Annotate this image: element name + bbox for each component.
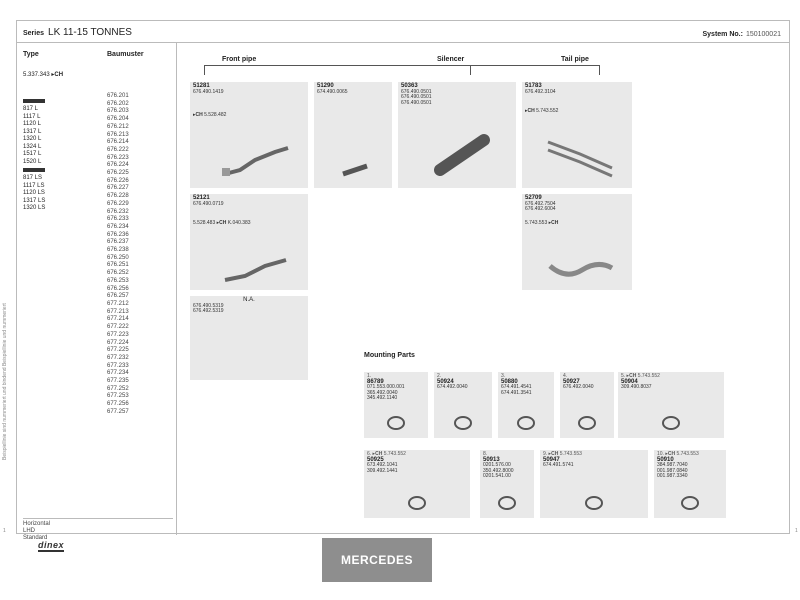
part-code: 365.492.0040	[367, 389, 398, 396]
type-first: 5.337.343 ▸CH	[23, 72, 64, 78]
baumuster-item: 677.256	[107, 401, 129, 408]
part-box-52709[interactable]: 52709 676.492.7504 676.492.6004 5.743.553 ▸CH	[522, 194, 632, 290]
part-box-na[interactable]: N.A. 676.490.5319 676.492.5319	[190, 296, 308, 380]
front-pipe-icon	[220, 142, 290, 182]
baumuster-item: 676.229	[107, 200, 129, 207]
baumuster-item: 677.233	[107, 362, 129, 369]
part-number: 50910	[657, 456, 674, 463]
type-item: 1117 LS	[23, 182, 45, 189]
brand-bar: MERCEDES	[322, 538, 432, 582]
hose-icon	[546, 256, 616, 286]
baumuster-item: 676.251	[107, 262, 129, 269]
baumuster-item: 676.257	[107, 293, 129, 300]
part-code: 674.492.0040	[437, 384, 468, 390]
baumuster-item: 677.235	[107, 378, 129, 385]
fitting-icon	[384, 414, 408, 432]
part-code: 673.492.1041	[367, 462, 398, 468]
baumuster-item: 677.232	[107, 354, 129, 361]
fitting-icon	[495, 494, 519, 512]
series-value: LK 11-15 TONNES	[48, 27, 132, 38]
part-number: 50924	[437, 378, 454, 385]
type-item: 1324 L	[23, 143, 42, 150]
part-code: 309.492.1441	[367, 467, 398, 474]
fitting-icon	[575, 414, 599, 432]
baumuster-item: 676.212	[107, 123, 129, 130]
baumuster-item: 676.224	[107, 162, 129, 169]
legend-item: Horizontal	[23, 521, 51, 527]
silencer-icon	[432, 132, 492, 176]
mounting-number: 1.	[367, 373, 372, 379]
baumuster-item: 676.237	[107, 239, 129, 246]
type-item: 1320 LS	[23, 205, 46, 212]
baumuster-item: 677.214	[107, 316, 129, 323]
baumuster-header: Baumuster	[107, 51, 144, 58]
baumuster-item: 676.228	[107, 193, 129, 200]
group-line	[204, 65, 599, 66]
baumuster-item: 676.233	[107, 216, 129, 223]
part-code: 001.987.0840	[657, 467, 688, 474]
baumuster-item: 676.250	[107, 254, 129, 261]
mounting-number: 10. ▸CH 5.743.553	[657, 451, 699, 457]
part-code: 071.553.000.001	[367, 384, 405, 390]
front-pipe-icon	[220, 252, 290, 288]
legend-item: LHD	[23, 528, 36, 534]
baumuster-item: 676.204	[107, 116, 129, 123]
baumuster-item: 676.256	[107, 285, 129, 292]
mounting-part-50880[interactable]	[498, 372, 554, 438]
baumuster-item: 676.238	[107, 247, 129, 254]
baumuster-item: 676.232	[107, 208, 129, 215]
baumuster-item: 677.224	[107, 339, 129, 346]
type-column	[17, 43, 177, 541]
type-item: 1320 L	[23, 136, 42, 143]
part-number: 50927	[563, 378, 580, 385]
mounting-part-50927[interactable]	[560, 372, 614, 438]
sheet-header	[17, 21, 789, 43]
fitting-icon	[451, 414, 475, 432]
baumuster-item: 677.252	[107, 385, 129, 392]
clamp-icon	[340, 160, 370, 180]
mounting-number: 5. ▸CH 5.743.552	[621, 373, 660, 379]
baumuster-item: 677.257	[107, 408, 129, 415]
legend	[23, 518, 173, 542]
type-item: 1317 L	[23, 128, 42, 135]
part-code: 384.987.7040	[657, 462, 688, 468]
mounting-number: 6. ▸CH 5.743.552	[367, 451, 406, 457]
baumuster-item: 677.213	[107, 308, 129, 315]
part-box-52121[interactable]: 52121 676.490.0719 5.528.483 ▸CH K.040.383	[190, 194, 308, 290]
type-item: 1317 LS	[23, 197, 46, 204]
part-code: 001.987.3340	[657, 473, 688, 479]
mounting-number: 2.	[437, 373, 442, 379]
fitting-icon	[514, 414, 538, 432]
group-tick	[599, 65, 600, 75]
mounting-number: 4.	[563, 373, 568, 379]
type-item: 817 LS	[23, 175, 43, 182]
page-number-left: 1	[3, 528, 6, 534]
mounting-part-50924[interactable]	[434, 372, 492, 438]
fitting-icon	[405, 494, 429, 512]
type-item: 1517 L	[23, 151, 42, 158]
vehicle-icon	[23, 168, 45, 172]
part-number: 50947	[543, 456, 560, 463]
system-number: System No.: 150100021	[702, 31, 781, 38]
baumuster-item: 676.226	[107, 177, 129, 184]
part-code: 309.490.8037	[621, 384, 652, 390]
baumuster-item: 676.222	[107, 146, 129, 153]
baumuster-item: 676.213	[107, 131, 129, 138]
part-code: 674.491.3541	[501, 389, 532, 396]
baumuster-item: 676.225	[107, 170, 129, 177]
mounting-part-50904[interactable]	[618, 372, 724, 438]
group-tick	[204, 65, 205, 75]
baumuster-item: 677.222	[107, 324, 129, 331]
baumuster-item: 676.252	[107, 270, 129, 277]
vertical-note: Beispiellinie sind nummeriert und bindend Beispiellinie und nummeriert	[2, 303, 8, 460]
legend-item: Standard	[23, 535, 48, 541]
mounting-part-50910[interactable]	[654, 450, 726, 518]
part-number: 50904	[621, 378, 638, 385]
page-number-right: 1	[795, 528, 798, 534]
part-code: 350.492.8000	[483, 467, 514, 474]
part-code: 0201.576.00	[483, 462, 511, 468]
part-box-50363[interactable]: 50363 676.490.0501 676.490.0501 676.490.0501	[398, 82, 516, 188]
fitting-icon	[582, 494, 606, 512]
baumuster-item: 676.214	[107, 139, 129, 146]
mounting-number: 9. ▸CH 5.743.553	[543, 451, 582, 457]
fitting-icon	[659, 414, 683, 432]
part-box-51290[interactable]: 51290 674.490.0065	[314, 82, 392, 188]
baumuster-item: 677.212	[107, 300, 129, 307]
part-code: 674.491.5741	[543, 462, 574, 468]
part-number: 50925	[367, 456, 384, 463]
tail-pipe-icon	[540, 132, 620, 182]
baumuster-item: 676.223	[107, 154, 129, 161]
baumuster-item: 677.223	[107, 331, 129, 338]
mounting-part-50913[interactable]	[480, 450, 534, 518]
baumuster-item: 676.227	[107, 185, 129, 192]
part-number: 50880	[501, 378, 518, 385]
baumuster-item: 676.234	[107, 223, 129, 230]
baumuster-item: 677.234	[107, 370, 129, 377]
part-number: 50913	[483, 456, 500, 463]
mounting-part-86789[interactable]	[364, 372, 428, 438]
baumuster-item: 677.253	[107, 393, 129, 400]
part-code: 676.492.0040	[563, 384, 594, 390]
type-item: 1120 LS	[23, 190, 45, 197]
baumuster-item: 677.225	[107, 347, 129, 354]
dinex-logo: dinex	[38, 540, 65, 550]
type-item: 1120 L	[23, 121, 41, 128]
type-item: 1520 L	[23, 158, 42, 165]
baumuster-item: 676.203	[107, 108, 129, 115]
group-silencer: Silencer	[437, 56, 465, 63]
mounting-part-50947[interactable]	[540, 450, 648, 518]
part-code: 0201.541.00	[483, 473, 511, 479]
fitting-icon	[678, 494, 702, 512]
type-header: Type	[23, 51, 39, 58]
part-box-51281[interactable]: 51281 676.490.1419 ▸CH 5.528.482	[190, 82, 308, 188]
part-number: 86789	[367, 378, 384, 385]
series-field: Series LK 11-15 TONNES	[23, 27, 132, 38]
vehicle-icon	[23, 99, 45, 103]
group-tail-pipe: Tail pipe	[561, 56, 589, 63]
type-item: 817 L	[23, 106, 39, 113]
baumuster-item: 676.202	[107, 100, 129, 107]
mounting-number: 8.	[483, 451, 488, 457]
baumuster-item: 676.201	[107, 93, 129, 99]
type-list	[23, 97, 45, 213]
baumuster-list	[107, 93, 129, 417]
mounting-part-50925[interactable]	[364, 450, 470, 518]
group-tick	[470, 65, 471, 75]
mounting-number: 3.	[501, 373, 506, 379]
part-code: 674.491.4541	[501, 384, 532, 390]
type-item: 1117 L	[23, 113, 41, 120]
mounting-parts-title: Mounting Parts	[364, 352, 415, 359]
baumuster-item: 676.253	[107, 277, 129, 284]
group-front-pipe: Front pipe	[222, 56, 257, 63]
part-box-51783[interactable]: 51783 676.492.3104 ▸CH 5.743.552	[522, 82, 632, 188]
baumuster-item: 676.236	[107, 231, 129, 238]
part-code: 345.492.1140	[367, 395, 398, 401]
